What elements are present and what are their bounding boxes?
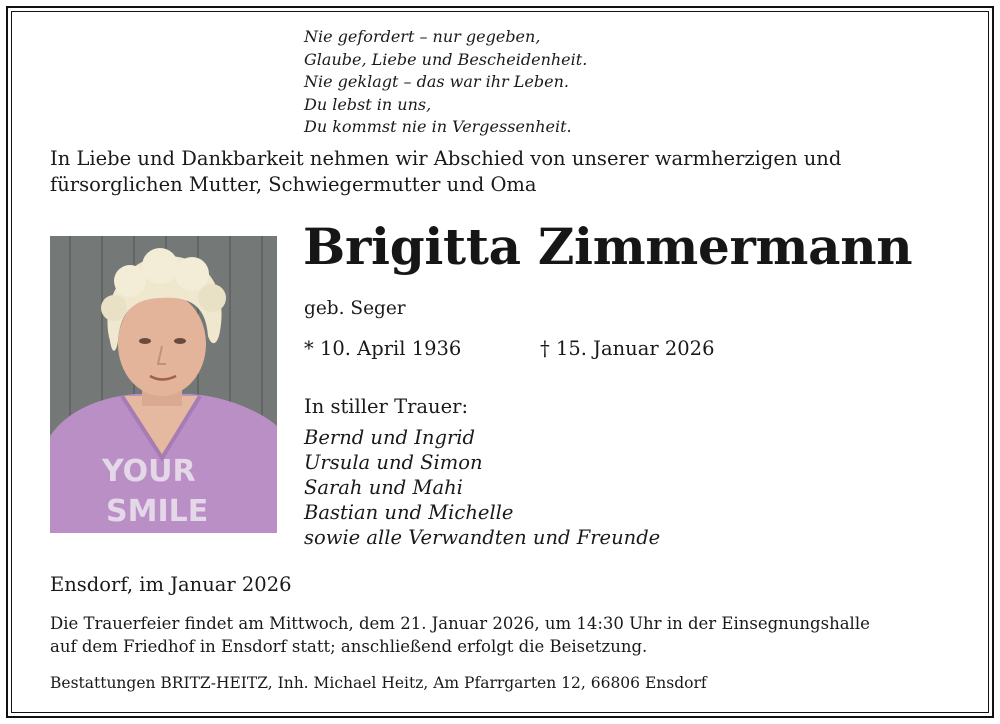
mourner-entry: Sarah und Mahi <box>304 476 463 499</box>
mourner-entry: Bernd und Ingrid <box>304 426 476 449</box>
intro-line: fürsorglichen Mutter, Schwiegermutter und Oma <box>50 173 537 196</box>
service-info <box>50 612 950 658</box>
intro-line: In Liebe und Dankbarkeit nehmen wir Abschied von unserer warmherzigen und <box>50 147 842 170</box>
mourner-entry: sowie alle Verwandten und Freunde <box>304 526 661 549</box>
maiden-name: geb. Seger <box>304 298 406 319</box>
shirt-print-bottom: SMILE <box>106 494 209 529</box>
poem-line: Nie geklagt – das war ihr Leben. <box>304 72 569 91</box>
birth-date: * 10. April 1936 <box>304 337 462 360</box>
shirt-print-top: YOUR <box>102 454 196 489</box>
mourner-entry: Ursula und Simon <box>304 451 483 474</box>
mourner-entry: Bastian und Michelle <box>304 501 514 524</box>
poem-line: Glaube, Liebe und Bescheidenheit. <box>304 49 588 69</box>
poem-line: Nie gefordert – nur gegeben, <box>304 27 541 46</box>
portrait-photo <box>50 236 277 533</box>
poem <box>304 26 587 139</box>
mourners-list <box>304 425 660 550</box>
service-line: Die Trauerfeier findet am Mittwoch, dem 21. Januar 2026, um 14:30 Uhr in der Einsegnungshalle <box>50 614 870 633</box>
deceased-name: Brigitta Zimmermann <box>303 217 913 276</box>
portrait-image <box>50 236 277 533</box>
poem-line: Du lebst in uns, <box>304 94 432 114</box>
mourners-heading: In stiller Trauer: <box>304 395 469 418</box>
intro-text <box>50 146 950 198</box>
service-line: auf dem Friedhof in Ensdorf statt; anschließend erfolgt die Beisetzung. <box>50 637 648 656</box>
undertaker-info: Bestattungen BRITZ-HEITZ, Inh. Michael Heitz, Am Pfarrgarten 12, 66806 Ensdorf <box>50 674 707 692</box>
place-and-date: Ensdorf, im Januar 2026 <box>50 573 292 596</box>
death-date: † 15. Januar 2026 <box>540 337 715 360</box>
poem-line: Du kommst nie in Vergessenheit. <box>304 117 572 136</box>
